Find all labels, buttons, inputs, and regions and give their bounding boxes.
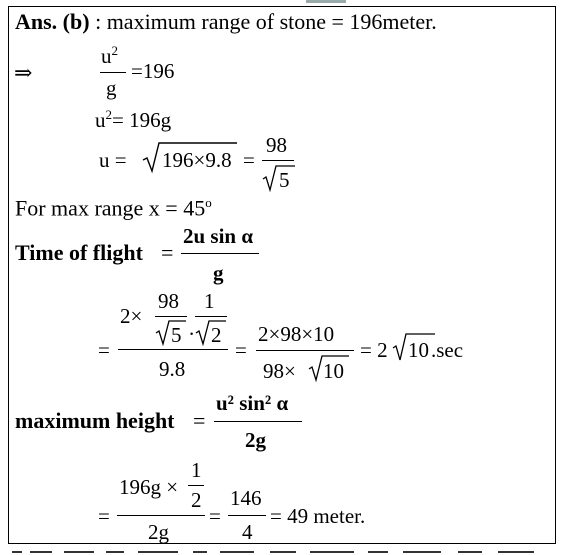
maxh-calc-den: 2g	[148, 520, 169, 544]
tof-calc-f2-bar	[195, 316, 227, 317]
eq3-fraction-bar	[262, 160, 294, 161]
maxh-calc-half-den: 2	[191, 488, 202, 512]
max-height-fraction-bar	[214, 421, 302, 422]
max-height-denominator: 2g	[245, 428, 266, 452]
maxh-calc-f-bar	[228, 515, 266, 516]
max-range-line	[15, 196, 212, 219]
eq1-numerator	[101, 44, 118, 67]
eq3-den-radicand: 5	[279, 168, 290, 192]
tof-calc-main-bar	[118, 349, 228, 350]
eq2-exp: 2	[105, 107, 112, 122]
tof-calc-r-den-root: 10	[323, 359, 344, 383]
tof-calc-equals-1: =	[235, 338, 247, 362]
tof-calc-dot: .	[189, 316, 195, 340]
eq3-radicand: 196×9.8	[162, 148, 232, 172]
maxh-calc-f-den: 4	[242, 520, 253, 544]
eq2-rhs: = 196g	[112, 108, 172, 132]
implies-arrow: ⇒	[14, 60, 33, 85]
maxh-calc-f-num: 146	[230, 486, 262, 510]
answer-label: Ans. (b)	[15, 9, 90, 34]
maxh-calc-equals-0: =	[98, 504, 110, 528]
tof-denominator: g	[213, 261, 224, 285]
tof-calc-f2-den: 2	[211, 323, 222, 347]
max-height-equals: =	[193, 408, 206, 433]
maxh-calc-result: = 49 meter.	[270, 504, 366, 528]
time-of-flight-label: Time of flight	[15, 240, 143, 265]
max-height-label: maximum height	[15, 408, 175, 433]
tof-calc-r-num: 2×98×10	[258, 322, 335, 346]
eq2	[95, 108, 171, 131]
tof-calc-f2-num: 1	[204, 289, 215, 313]
answer-statement: : maximum range of stone = 196meter.	[95, 9, 437, 34]
tof-numerator: 2u sin α	[183, 224, 254, 248]
eq1-rhs: =196	[131, 59, 175, 83]
tof-calc-equals-0: =	[98, 338, 110, 362]
answer-heading	[15, 11, 437, 33]
maxh-calc-half-bar	[188, 485, 204, 486]
tof-calc-f1-num: 98	[158, 289, 179, 313]
maxh-calc-num-prefix: 196g ×	[119, 475, 179, 499]
tof-calc-r-den-prefix: 98×	[263, 359, 296, 383]
tof-fraction-bar	[181, 253, 259, 254]
eq1-denominator: g	[106, 76, 117, 100]
tof-calc-prefix: 2×	[120, 304, 143, 328]
maxh-calc-half-num: 1	[191, 458, 202, 482]
tof-calc-r-bar	[256, 350, 354, 351]
eq2-u: u	[95, 108, 106, 132]
tof-calc-final-suffix: .sec	[431, 338, 464, 362]
cropped-next-line	[8, 547, 556, 555]
tof-calc-f1-den: 5	[171, 323, 182, 347]
max-height-numerator: u² sin² α	[216, 391, 289, 415]
eq3-numerator: 98	[266, 133, 287, 157]
eq3-lhs: u =	[99, 148, 127, 172]
eq1-exp: 2	[111, 43, 118, 58]
eq1-fraction-bar	[100, 72, 126, 73]
eq1-u: u	[101, 44, 112, 68]
tof-calc-den: 9.8	[159, 357, 186, 381]
top-edge-mark	[306, 0, 346, 3]
answer-box	[8, 6, 556, 544]
tof-calc-equals-2: = 2	[360, 338, 388, 362]
tof-calc-final-root: 10	[408, 338, 429, 362]
eq3-equals: =	[243, 148, 255, 172]
maxh-calc-main-bar	[117, 515, 205, 516]
degree-mark: o	[205, 195, 212, 210]
max-range-text: For max range x = 45	[15, 195, 206, 221]
tof-equals: =	[161, 240, 174, 265]
tof-calc-f1-bar	[155, 316, 187, 317]
maxh-calc-equals-1: =	[209, 504, 221, 528]
